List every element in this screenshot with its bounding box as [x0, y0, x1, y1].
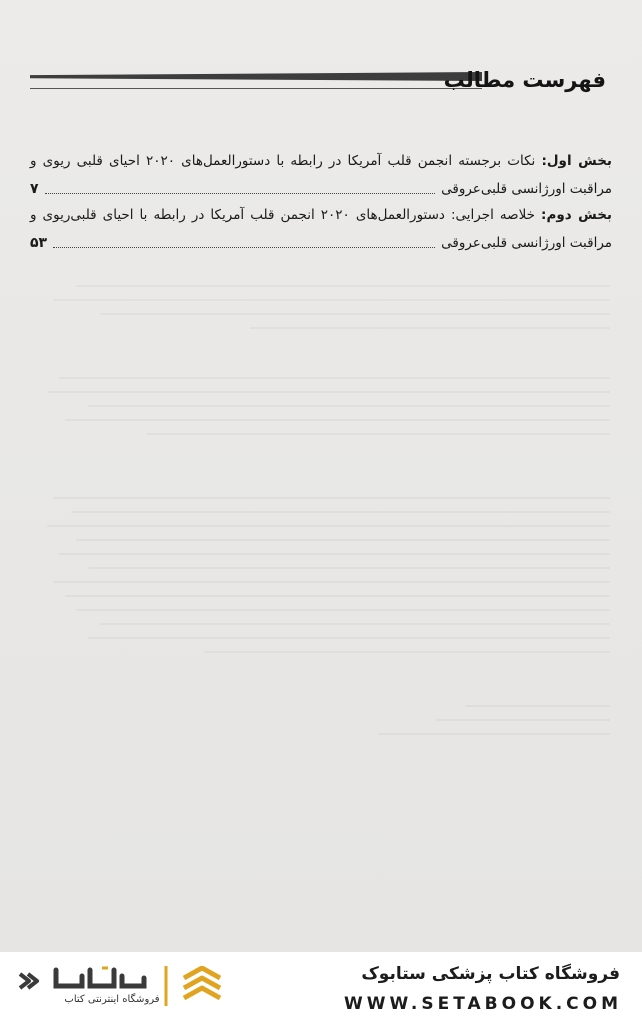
setabook-logo [16, 966, 236, 1012]
toc-entry-continuation: مراقبت اورژانسی قلبی‌عروقی [441, 235, 612, 251]
store-name: فروشگاه کتاب پزشکی ستابوک [361, 964, 620, 984]
logo-tagline: فروشگاه اینترنتی کتاب [64, 994, 160, 1005]
toc-page-number: ۷ [30, 181, 39, 197]
title-header [30, 62, 612, 102]
dot-leader [53, 246, 435, 248]
toc-entry-line2 [30, 232, 612, 254]
title-rule-thin [30, 88, 482, 89]
toc-entry-line1 [30, 204, 612, 226]
toc-entry-title: نکات برجسته انجمن قلب آمریکا در رابطه با دستورالعمل‌های ۲۰۲۰ احیای قلبی ریوی و [30, 153, 536, 169]
toc-entry-continuation: مراقبت اورژانسی قلبی‌عروقی [441, 181, 612, 197]
toc-entry-line2 [30, 178, 612, 200]
website-link[interactable]: WWW.SETABOOK.COM [344, 994, 622, 1014]
toc-entry-1 [30, 150, 612, 200]
toc-entry-2 [30, 204, 612, 254]
title-rule-thick [30, 72, 482, 81]
table-of-contents [30, 150, 612, 258]
page-title: فهرست مطالب [443, 68, 606, 92]
toc-entry-line1 [30, 150, 612, 172]
toc-entry-title: خلاصه اجرایی: دستورالعمل‌های ۲۰۲۰ انجمن قلب آمریکا در رابطه با احیای قلبی‌ریوی و [30, 207, 535, 223]
toc-entry-label: بخش دوم: [541, 207, 612, 223]
logo-mark-icon [16, 966, 236, 1012]
dot-leader [45, 192, 436, 194]
toc-page-number: ۵۳ [30, 235, 48, 251]
footer-banner [0, 952, 642, 1024]
bleed-through-text [30, 285, 610, 845]
toc-entry-label: بخش اول: [541, 153, 612, 169]
